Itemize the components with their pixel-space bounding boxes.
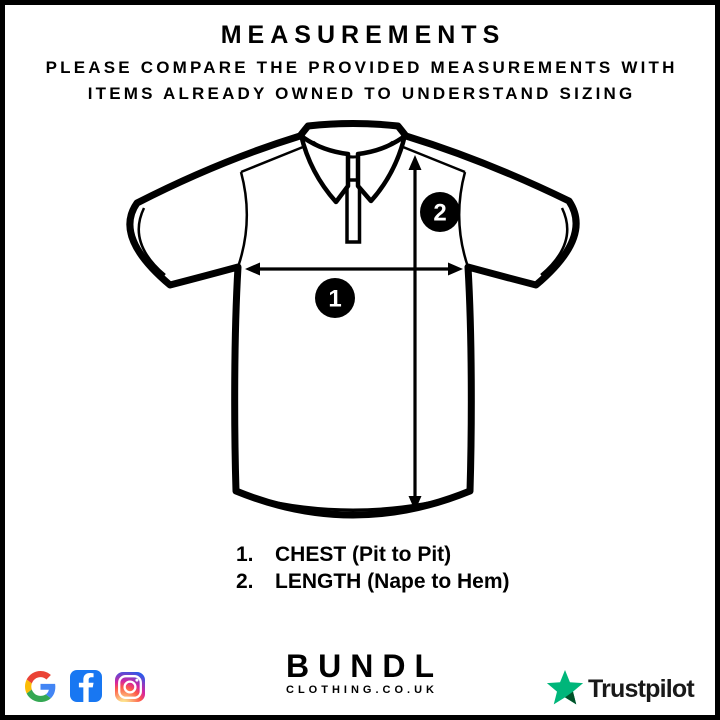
placket <box>347 180 360 242</box>
trustpilot-label: Trustpilot <box>588 674 694 703</box>
subtitle-line-1: PLEASE COMPARE THE PROVIDED MEASUREMENTS WITH <box>45 58 678 77</box>
page-title: MEASUREMENTS <box>220 21 506 49</box>
legend-detail: (Pit to Pit) <box>346 543 452 566</box>
legend-number: 1. <box>236 543 254 566</box>
trustpilot-star-icon <box>545 669 585 709</box>
svg-text:1: 1 <box>328 285 342 313</box>
measurement-legend <box>236 541 510 595</box>
legend-item-chest <box>236 541 510 568</box>
legend-detail: (Nape to Hem) <box>361 570 510 593</box>
svg-text:2: 2 <box>433 199 447 227</box>
legend-item-length <box>236 568 510 595</box>
legend-label: CHEST <box>275 543 347 566</box>
legend-number: 2. <box>236 570 254 593</box>
chest-marker <box>315 278 355 318</box>
length-marker <box>420 192 460 232</box>
legend-label: LENGTH <box>275 570 362 593</box>
brand-name: BUNDL <box>286 648 443 684</box>
subtitle-line-2: ITEMS ALREADY OWNED TO UNDERSTAND SIZING <box>87 84 636 103</box>
polo-shirt-diagram <box>5 5 720 720</box>
trustpilot-logo <box>545 669 694 709</box>
brand-domain: CLOTHING.CO.UK <box>286 684 438 696</box>
